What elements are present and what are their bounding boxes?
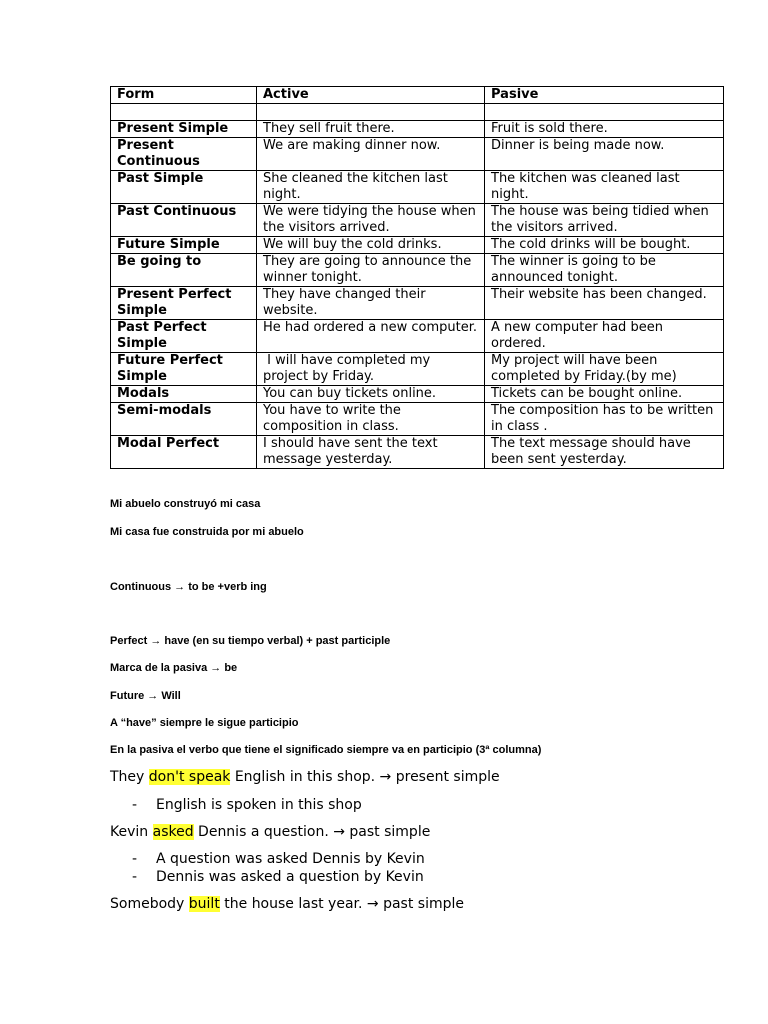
active-cell: She cleaned the kitchen last night.: [257, 171, 485, 204]
table-row: [111, 171, 724, 204]
active-cell: You can buy tickets online.: [257, 386, 485, 403]
table-row: [111, 386, 724, 403]
note-passive-example: Mi casa fue construida por mi abuelo: [110, 526, 304, 538]
table-empty-row: [111, 104, 724, 121]
table-row: [111, 121, 724, 138]
form-cell: Be going to: [111, 254, 257, 287]
note-participle-rule: En la pasiva el verbo que tiene el significado siempre va en participio (3ª columna): [110, 744, 542, 756]
table-row: [111, 353, 724, 386]
answer-text: A question was asked Dennis by Kevin: [156, 851, 425, 867]
example-text: Dennis a question. → past simple: [193, 824, 431, 840]
passive-cell: Tickets can be bought online.: [485, 386, 724, 403]
answer-text: English is spoken in this shop: [156, 797, 362, 813]
active-cell: We will buy the cold drinks.: [257, 237, 485, 254]
example-answer: [132, 850, 425, 868]
empty-cell: [257, 104, 485, 121]
note-future-rule: Future → Will: [110, 690, 181, 702]
example-text: English in this shop. → present simple: [230, 769, 500, 785]
highlighted-verb: don't speak: [148, 769, 231, 785]
active-cell: I should have sent the text message yesterday.: [257, 436, 485, 469]
active-cell: You have to write the composition in class.: [257, 403, 485, 436]
active-cell: They sell fruit there.: [257, 121, 485, 138]
example-sentence-3: [110, 895, 464, 913]
example-answer: [132, 796, 362, 814]
example-sentence-1: [110, 768, 500, 786]
table-row: [111, 254, 724, 287]
form-cell: Modal Perfect: [111, 436, 257, 469]
active-cell: We are making dinner now.: [257, 138, 485, 171]
note-active-example: Mi abuelo construyó mi casa: [110, 498, 261, 510]
passive-cell: The winner is going to be announced tonight.: [485, 254, 724, 287]
empty-cell: [485, 104, 724, 121]
passive-cell: The composition has to be written in class .: [485, 403, 724, 436]
passive-cell: Fruit is sold there.: [485, 121, 724, 138]
active-cell: They have changed their website.: [257, 287, 485, 320]
highlighted-verb: asked: [152, 824, 194, 840]
form-cell: Past Simple: [111, 171, 257, 204]
table-row: [111, 436, 724, 469]
note-have-rule: A “have” siempre le sigue participio: [110, 717, 299, 729]
active-cell: They are going to announce the winner tonight.: [257, 254, 485, 287]
example-answer: [132, 868, 424, 886]
form-cell: Future Perfect Simple: [111, 353, 257, 386]
form-cell: Present Continuous: [111, 138, 257, 171]
example-text: the house last year. → past simple: [219, 896, 464, 912]
passive-cell: The house was being tidied when the visitors arrived.: [485, 204, 724, 237]
form-cell: Past Continuous: [111, 204, 257, 237]
example-text: They: [110, 769, 149, 785]
dash-bullet: -: [132, 797, 138, 813]
form-cell: Past Perfect Simple: [111, 320, 257, 353]
table-row: [111, 287, 724, 320]
form-cell: Present Simple: [111, 121, 257, 138]
active-cell: He had ordered a new computer.: [257, 320, 485, 353]
note-passive-marker: Marca de la pasiva → be: [110, 662, 238, 674]
highlighted-verb: built: [188, 896, 220, 912]
table-row: [111, 403, 724, 436]
dash-bullet: -: [132, 851, 138, 867]
answer-text: Dennis was asked a question by Kevin: [156, 869, 424, 885]
form-cell: Semi-modals: [111, 403, 257, 436]
example-text: Somebody: [110, 896, 189, 912]
table-row: [111, 320, 724, 353]
note-continuous-rule: Continuous → to be +verb ing: [110, 581, 267, 593]
table-row: [111, 204, 724, 237]
passive-cell: The kitchen was cleaned last night.: [485, 171, 724, 204]
header-active: Active: [257, 87, 485, 104]
passive-cell: The cold drinks will be bought.: [485, 237, 724, 254]
active-cell: I will have completed my project by Friday.: [257, 353, 485, 386]
table-row: [111, 138, 724, 171]
passive-cell: My project will have been completed by Friday.(by me): [485, 353, 724, 386]
empty-cell: [111, 104, 257, 121]
form-cell: Future Simple: [111, 237, 257, 254]
passive-cell: A new computer had been ordered.: [485, 320, 724, 353]
passive-cell: The text message should have been sent yesterday.: [485, 436, 724, 469]
header-passive: Pasive: [485, 87, 724, 104]
active-cell: We were tidying the house when the visitors arrived.: [257, 204, 485, 237]
table-header-row: [111, 87, 724, 104]
example-text: Kevin: [110, 824, 153, 840]
passive-voice-table: [110, 86, 724, 469]
passive-cell: Dinner is being made now.: [485, 138, 724, 171]
dash-bullet: -: [132, 869, 138, 885]
example-sentence-2: [110, 823, 430, 841]
form-cell: Present Perfect Simple: [111, 287, 257, 320]
header-form: Form: [111, 87, 257, 104]
note-perfect-rule: Perfect → have (en su tiempo verbal) + past participle: [110, 635, 391, 647]
form-cell: Modals: [111, 386, 257, 403]
table-row: [111, 237, 724, 254]
passive-cell: Their website has been changed.: [485, 287, 724, 320]
